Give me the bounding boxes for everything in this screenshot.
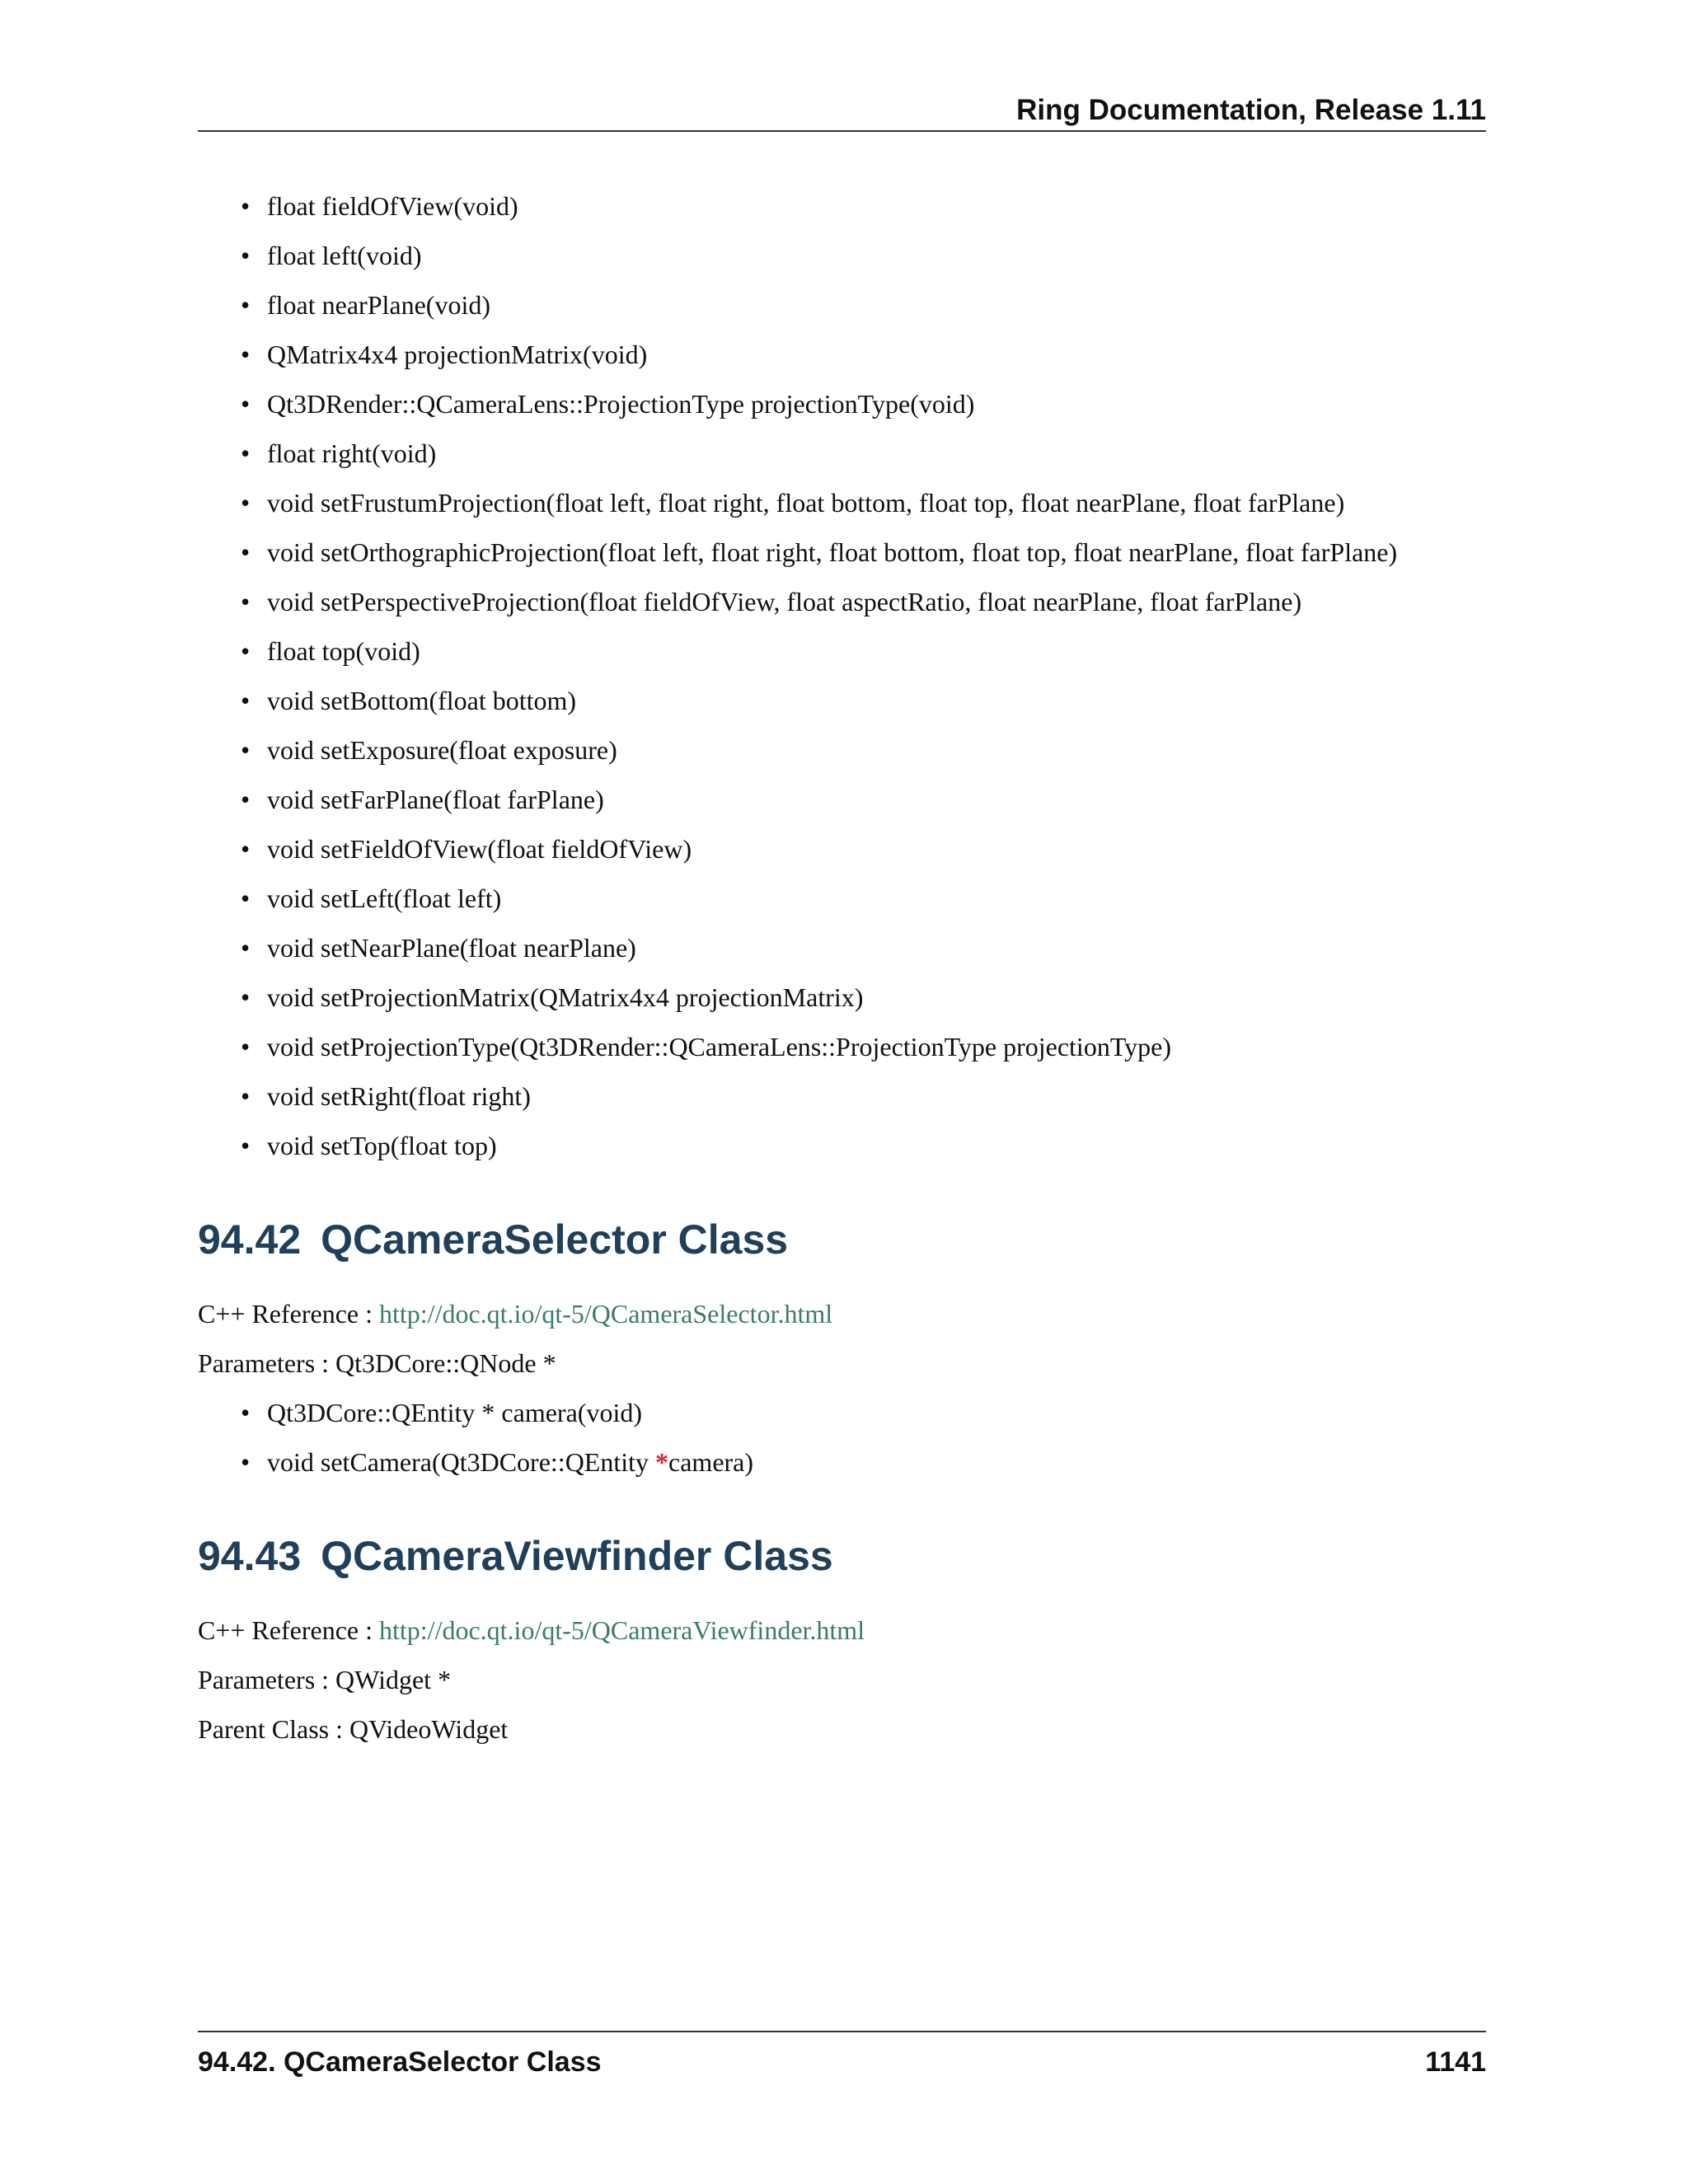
reference-label: C++ Reference :: [198, 1615, 373, 1645]
list-item: [198, 783, 1486, 816]
list-item: [198, 733, 1486, 766]
list-item: [198, 1080, 1486, 1113]
bullet-icon: •: [241, 1447, 251, 1477]
list-item: [198, 635, 1486, 668]
bullet-icon: •: [241, 340, 251, 369]
list-item: [198, 1030, 1486, 1063]
method-signature-end: camera): [668, 1447, 754, 1477]
method-signature: void setFrustumProjection(float left, float right, float bottom, float top, float nearPlane, float farPlane): [267, 488, 1345, 518]
method-signature-start: void setCamera(Qt3DCore::QEntity: [267, 1447, 656, 1477]
method-list: [198, 1396, 1486, 1479]
bullet-icon: •: [241, 1398, 251, 1427]
method-signature: void setBottom(float bottom): [267, 686, 577, 715]
reference-link[interactable]: http://doc.qt.io/qt-5/QCameraViewfinder.html: [379, 1615, 865, 1645]
bullet-icon: •: [241, 389, 251, 419]
method-signature: void setPerspectiveProjection(float fieldOfView, float aspectRatio, float nearPlane, float farPlane): [267, 587, 1302, 616]
method-list: [198, 190, 1486, 1162]
section-title: QCameraSelector Class: [321, 1216, 789, 1263]
footer-section-title: 94.42. QCameraSelector Class: [198, 2046, 602, 2078]
cpp-reference-line: [198, 1297, 1486, 1330]
bullet-icon: •: [241, 834, 251, 864]
parameters-line: Parameters : QWidget *: [198, 1665, 452, 1694]
page-number: 1141: [1425, 2046, 1486, 2078]
bullet-icon: •: [241, 735, 251, 765]
cpp-reference-line: [198, 1614, 1486, 1647]
bullet-icon: •: [241, 191, 251, 221]
bullet-icon: •: [241, 1081, 251, 1111]
bullet-icon: •: [241, 1032, 251, 1062]
page-header: [198, 91, 1486, 132]
section-heading-qcameraselector: [198, 1215, 1486, 1264]
method-signature: Qt3DCore::QEntity * camera(void): [267, 1398, 642, 1427]
method-signature: void setNearPlane(float nearPlane): [267, 933, 636, 963]
bullet-icon: •: [241, 883, 251, 913]
list-item: [198, 684, 1486, 717]
list-item: [198, 832, 1486, 865]
list-item: [198, 536, 1486, 569]
method-signature: float nearPlane(void): [267, 290, 490, 320]
section-number: 94.43: [198, 1533, 302, 1579]
list-item: [198, 338, 1486, 371]
bullet-icon: •: [241, 290, 251, 320]
parent-class-line: Parent Class : QVideoWidget: [198, 1714, 509, 1744]
list-item: [198, 190, 1486, 223]
list-item: [198, 239, 1486, 272]
list-item: [198, 882, 1486, 915]
method-signature: void setExposure(float exposure): [267, 735, 617, 765]
bullet-icon: •: [241, 785, 251, 814]
bullet-icon: •: [241, 686, 251, 715]
asterisk-mark: *: [655, 1447, 669, 1477]
method-signature: void setFarPlane(float farPlane): [267, 785, 604, 814]
list-item: [198, 981, 1486, 1014]
list-item: [198, 1396, 1486, 1429]
bullet-icon: •: [241, 537, 251, 567]
reference-label: C++ Reference :: [198, 1299, 373, 1329]
bullet-icon: •: [241, 1131, 251, 1160]
reference-link[interactable]: http://doc.qt.io/qt-5/QCameraSelector.html: [379, 1299, 833, 1329]
method-signature: void setProjectionType(Qt3DRender::QCameraLens::ProjectionType projectionType): [267, 1032, 1171, 1062]
method-signature: void setFieldOfView(float fieldOfView): [267, 834, 692, 864]
method-signature: Qt3DRender::QCameraLens::ProjectionType projectionType(void): [267, 389, 975, 419]
method-signature: void setTop(float top): [267, 1131, 497, 1160]
list-item: [198, 288, 1486, 321]
method-signature: float top(void): [267, 636, 420, 666]
page-footer: [198, 2031, 1486, 2082]
bullet-icon: •: [241, 933, 251, 963]
list-item: [198, 437, 1486, 470]
section-number: 94.42: [198, 1216, 302, 1263]
method-signature: QMatrix4x4 projectionMatrix(void): [267, 340, 648, 369]
bullet-icon: •: [241, 636, 251, 666]
method-signature: void setRight(float right): [267, 1081, 531, 1111]
list-item: [198, 585, 1486, 618]
list-item: [198, 931, 1486, 964]
method-signature: void setLeft(float left): [267, 883, 502, 913]
method-signature: void setOrthographicProjection(float left, float right, float bottom, float top, float nearPlane, float farPlane): [267, 537, 1398, 567]
page-content: [198, 190, 1486, 1762]
section-title: QCameraViewfinder Class: [321, 1533, 833, 1579]
list-item: [198, 387, 1486, 420]
method-signature: float fieldOfView(void): [267, 191, 518, 221]
bullet-icon: •: [241, 982, 251, 1012]
bullet-icon: •: [241, 488, 251, 518]
method-signature: void setProjectionMatrix(QMatrix4x4 projectionMatrix): [267, 982, 864, 1012]
list-item: [198, 486, 1486, 519]
list-item: [198, 1129, 1486, 1162]
parameters-line: Parameters : Qt3DCore::QNode *: [198, 1348, 556, 1378]
header-title: Ring Documentation, Release 1.11: [1016, 94, 1486, 126]
method-signature: float right(void): [267, 438, 437, 468]
bullet-icon: •: [241, 587, 251, 616]
list-item: [198, 1446, 1486, 1479]
bullet-icon: •: [241, 438, 251, 468]
bullet-icon: •: [241, 241, 251, 270]
method-signature: float left(void): [267, 241, 422, 270]
section-heading-qcameraviewfinder: [198, 1531, 1486, 1581]
